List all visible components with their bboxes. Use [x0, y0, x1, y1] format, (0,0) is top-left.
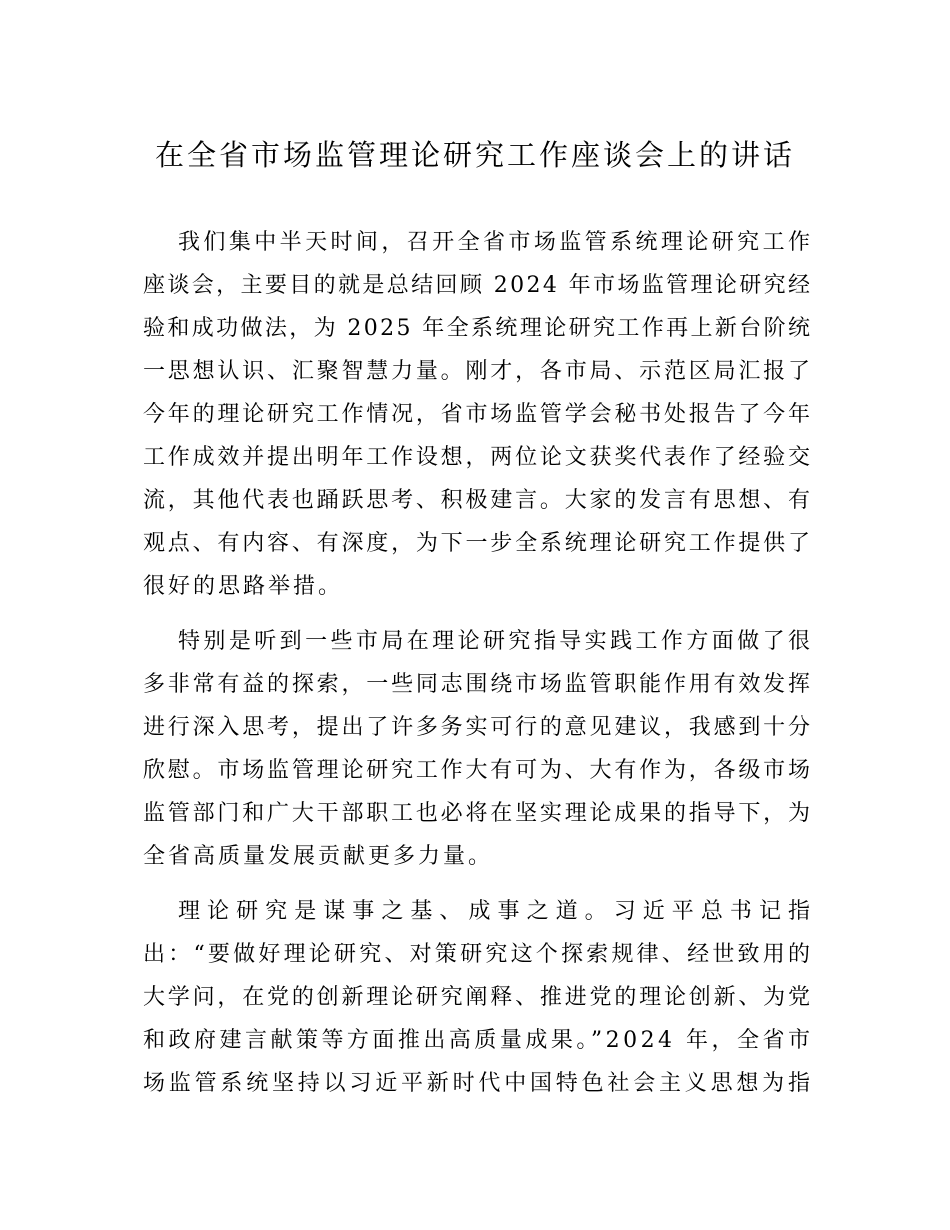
- document-body: [143, 221, 818, 1117]
- text-line: 进行深入思考，提出了许多务实可行的意见建议，我感到十分: [143, 715, 813, 740]
- text-line: 理论研究是谋事之基、成事之道。习近平总书记指: [178, 899, 818, 924]
- text-line: 场监管系统坚持以习近平新时代中国特色社会主义思想为指: [143, 1071, 814, 1096]
- document-title: 在全省市场监管理论研究工作座谈会上的讲话: [154, 138, 795, 173]
- text-line: 工作成效并提出明年工作设想，两位论文获奖代表作了经验交: [143, 445, 813, 470]
- text-line: 一思想认识、汇聚智慧力量。刚才，各市局、示范区局汇报了: [143, 359, 813, 384]
- paragraph-1: [143, 221, 814, 608]
- text-line: 监管部门和广大干部职工也必将在坚实理论成果的指导下，为: [143, 801, 813, 826]
- text-line: 全省高质量发展贡献更多力量。: [143, 844, 494, 869]
- text-line: 特别是听到一些市局在理论研究指导实践工作方面做了很: [178, 629, 814, 654]
- paragraph-3: [143, 890, 818, 1105]
- text-line: 多非常有益的探索，一些同志围绕市场监管职能作用有效发挥: [143, 672, 813, 697]
- text-line: 座谈会，主要目的就是总结回顾 2024 年市场监管理论研究经: [143, 273, 813, 298]
- text-line: 流，其他代表也踊跃思考、积极建言。大家的发言有思想、有: [143, 488, 813, 513]
- text-line: 很好的思路举措。: [143, 574, 344, 599]
- paragraph-2: [143, 620, 814, 878]
- text-line: 和政府建言献策等方面推出高质量成果。”2024 年，全省市: [143, 1028, 814, 1053]
- text-line: 欣慰。市场监管理论研究工作大有可为、大有作为，各级市场: [143, 758, 813, 783]
- text-line: 我们集中半天时间，召开全省市场监管系统理论研究工作: [178, 230, 814, 255]
- text-line: 大学问，在党的创新理论研究阐释、推进党的理论创新、为党: [143, 985, 813, 1010]
- text-line: 观点、有内容、有深度，为下一步全系统理论研究工作提供了: [143, 531, 813, 556]
- text-line: 出：“要做好理论研究、对策研究这个探索规律、经世致用的: [143, 942, 814, 967]
- text-line: 验和成功做法，为 2025 年全系统理论研究工作再上新台阶统: [143, 316, 813, 341]
- text-line: 今年的理论研究工作情况，省市场监管学会秘书处报告了今年: [143, 402, 813, 427]
